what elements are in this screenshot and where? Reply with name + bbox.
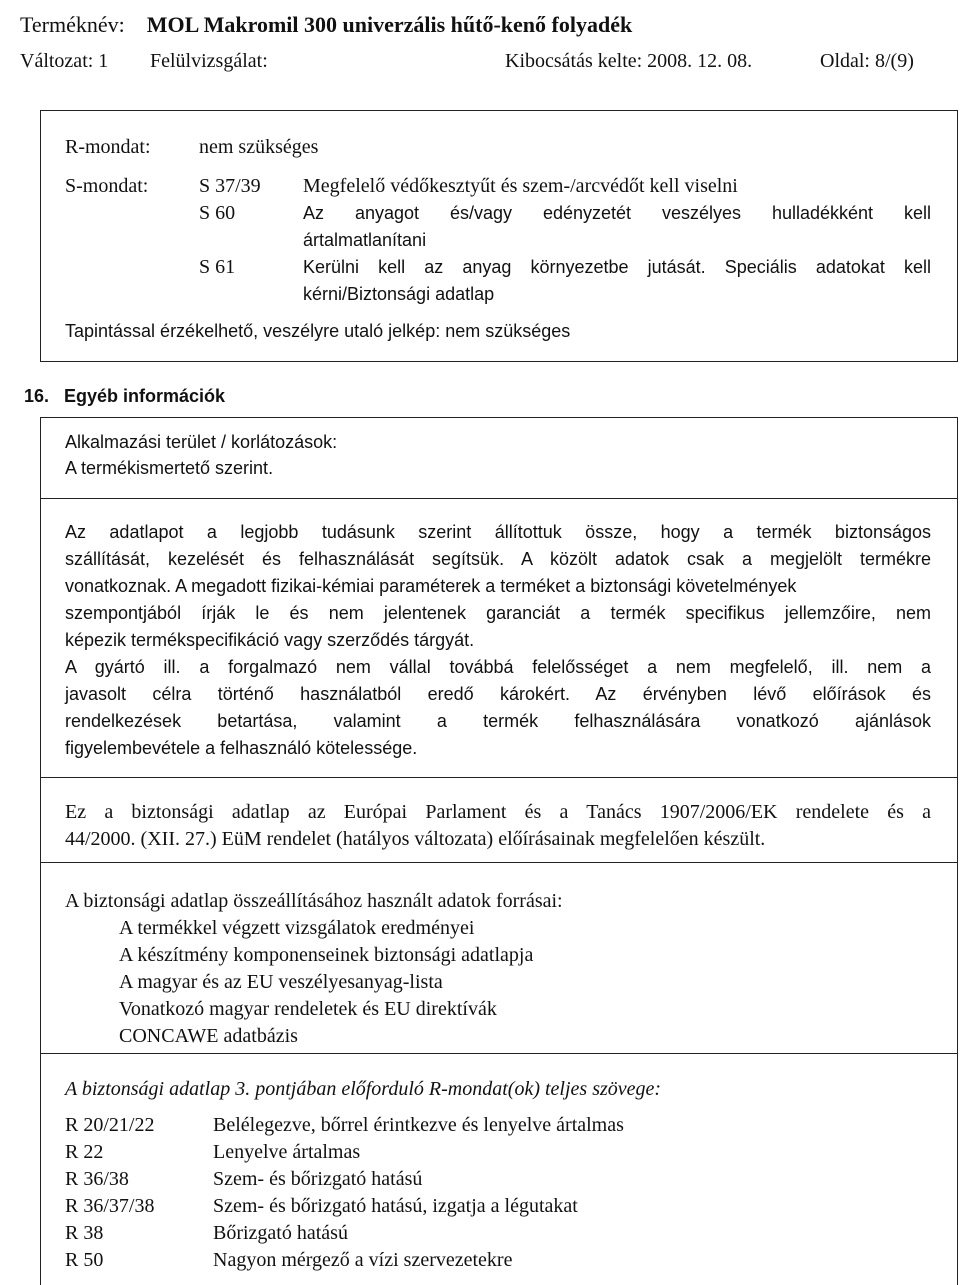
r-text: Szem- és bőrizgató hatású [213,1168,423,1190]
application-value: A termékismertető szerint. [65,458,274,478]
header-meta-line [20,50,940,76]
sources-box [40,862,958,1054]
header-product-line [20,12,632,38]
regulation-line-2: 44/2000. (XII. 27.) EüM rendelet (hatályos változata) előírásainak megfelelően készült. [65,828,766,850]
disclaimer-box [40,498,958,778]
s-text-2-line-2: ártalmatlanítani [303,230,427,250]
s-text-3-line-2: kérni/Biztonsági adatlap [303,284,495,304]
s-text-3-line-1: Kerülni kell az anyag környezetbe jutását. Speciális adatokat kell [303,257,931,277]
s-code-3: S 61 [199,256,236,278]
s-text-1: Megfelelő védőkesztyűt és szem-/arcvédőt kell viselni [303,175,738,197]
disclaimer-line-3: vonatkoznak. A megadott fizikai-kémiai paraméterek a terméket a biztonsági követelmények [65,576,797,596]
r-code: R 50 [65,1249,104,1271]
r-phrase-value: nem szükséges [199,136,319,158]
issue-date: Kibocsátás kelte: 2008. 12. 08. [505,50,753,72]
r-text: Bőrizgató hatású [213,1222,348,1244]
disclaimer-line-2: szállítását, kezelését és felhasználását segítsük. A közölt adatok csak a megjelölt termékre [65,549,931,569]
review-label: Felülvizsgálat: [150,50,268,72]
disclaimer-line-6: A gyártó ill. a forgalmazó nem vállal továbbá felelősséget a nem megfelelő, ill. nem a [65,657,931,677]
disclaimer-line-9: figyelembevétele a felhasználó kötelessége. [65,738,418,758]
r-phrases-box [40,1053,958,1285]
disclaimer-line-1: Az adatlapot a legjobb tudásunk szerint állítottuk össze, hogy a termék biztonságos [65,522,931,542]
disclaimer-line-7: javasolt célra történő használatból eredő károkért. Az érvényben lévő előírások és [65,684,931,704]
r-code: R 20/21/22 [65,1114,155,1136]
r-text: Belélegezve, bőrrel érintkezve és lenyelve ártalmas [213,1114,624,1136]
tactile-warning: Tapintással érzékelhető, veszélyre utaló jelkép: nem szükséges [65,321,571,341]
application-label: Alkalmazási terület / korlátozások: [65,432,338,452]
s-text-2-line-1: Az anyagot és/vagy edényzetét veszélyes hulladékként kell [303,203,931,223]
r-phrase-label: R-mondat: [65,136,151,158]
r-text: Nagyon mérgező a vízi szervezetekre [213,1249,513,1271]
s-code-2: S 60 [199,202,236,224]
r-text: Lenyelve ártalmas [213,1141,361,1163]
regulation-box [40,777,958,863]
s-code-1: S 37/39 [199,175,261,197]
s-phrase-label: S-mondat: [65,175,149,197]
disclaimer-line-8: rendelkezések betartása, valamint a termék felhasználására vonatkozó ajánlások [65,711,931,731]
version: Változat: 1 [20,50,109,72]
page-number: Oldal: 8/(9) [820,50,914,72]
application-box [40,417,958,499]
sources-heading: A biztonsági adatlap összeállításához használt adatok forrásai: [65,890,563,912]
r-code: R 36/38 [65,1168,129,1190]
source-item: CONCAWE adatbázis [119,1025,298,1047]
section-number: 16. [24,386,50,406]
r-code: R 36/37/38 [65,1195,155,1217]
product-name: MOL Makromil 300 univerzális hűtő-kenő folyadék [146,12,633,37]
source-item: Vonatkozó magyar rendeletek és EU direktívák [119,998,497,1020]
r-phrases-heading: A biztonsági adatlap 3. pontjában előforduló R-mondat(ok) teljes szövege: [65,1078,662,1100]
source-item: A termékkel végzett vizsgálatok eredményei [119,917,475,939]
source-item: A készítmény komponenseinek biztonsági adatlapja [119,944,534,966]
regulation-line-1: Ez a biztonsági adatlap az Európai Parlament és a Tanács 1907/2006/EK rendelete és a [65,801,931,823]
r-code: R 22 [65,1141,104,1163]
source-item: A magyar és az EU veszélyesanyag-lista [119,971,443,993]
r-code: R 38 [65,1222,104,1244]
product-label: Terméknév: [20,12,125,37]
disclaimer-line-4: szempontjából írják le és nem jelentenek garanciát a termék specifikus jellemzőire, nem [65,603,931,623]
r-text: Szem- és bőrizgató hatású, izgatja a légutakat [213,1195,578,1217]
section-title: Egyéb információk [64,386,226,406]
phrases-box [40,110,958,362]
disclaimer-line-5: képezik termékspecifikáció vagy szerződés tárgyát. [65,630,475,650]
